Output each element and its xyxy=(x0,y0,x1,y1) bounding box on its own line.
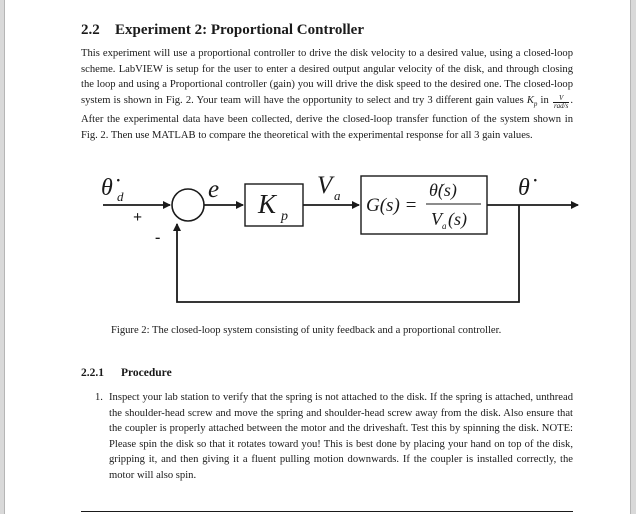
procedure-list xyxy=(95,390,573,484)
section-title: Experiment 2: Proportional Controller xyxy=(115,22,364,38)
list-item-text: Inspect your lab station to verify that the spring is not attached to the disk. If the spring is attached, unthread the shoulder-head screw and move the spring and shoulder-head screw away from the disk. Also ensure that the coupler is properly attached between the motor and the driveshaft. Test this by spinning the disk. NOTE: Please spin the disk so that it rotates toward you! This is best done by placing your hand on top of the disk, gripping it, and then giving it a fluent pulling motion downwards. If the coupler is installed correctly, the motor will also spin. xyxy=(109,392,573,481)
kp-subscript: p xyxy=(533,99,538,108)
tf-denominator-arg: (s) xyxy=(448,209,467,229)
kp-symbol: K xyxy=(526,94,534,106)
tf-denominator-subscript: a xyxy=(442,221,447,231)
va-subscript: a xyxy=(334,188,341,203)
plus-sign: + xyxy=(133,209,143,226)
unit-numerator: V xyxy=(553,95,569,103)
gain-unit-fraction xyxy=(553,95,569,110)
section-heading xyxy=(81,22,364,39)
paragraph-part1: This experiment will use a proportional controller to drive the disk velocity to a desired value, using a closed-loop scheme. LabVIEW is setup for the user to enter a desired output angular velocity of the disk, and through closing the loop and using a Proportional controller (gain) you will drive the disk speed to the desired one. The closed-loop system is shown in Fig. 2. Your team will have the opportunity to select and try 3 different gain values xyxy=(81,48,573,106)
subsection-number: 2.2.1 xyxy=(81,367,104,379)
figure-caption: Figure 2: The closed-loop system consisting of unity feedback and a proportional controller. xyxy=(111,325,502,336)
output-label: θ̇ xyxy=(518,175,530,201)
list-item xyxy=(95,390,573,484)
footer-divider xyxy=(81,511,573,512)
error-label: e xyxy=(208,176,220,203)
input-label-subscript: d xyxy=(117,189,124,204)
unit-denominator: rad/s xyxy=(553,101,569,110)
section-number: 2.2 xyxy=(81,22,100,38)
input-label: θ̇ xyxy=(101,175,113,201)
tf-lhs: G(s) = xyxy=(366,195,418,216)
paragraph-in-word: in xyxy=(537,94,552,106)
list-item-marker: 1. xyxy=(95,392,103,403)
va-symbol: V xyxy=(317,172,333,199)
gain-subscript: p xyxy=(281,209,288,224)
tf-denominator-symbol: V xyxy=(431,209,442,229)
minus-sign: - xyxy=(155,229,161,246)
document-page xyxy=(4,0,631,514)
summing-junction xyxy=(172,189,204,221)
paragraph-part2: . After the experimental data have been collected, derive the closed-loop transfer function of the system shown in Fig. 2. Then use MATLAB to compare the theoretical with the experimental response for all 3 gain values. xyxy=(81,94,573,142)
intro-paragraph xyxy=(81,46,573,144)
subsection-title: Procedure xyxy=(121,367,172,379)
tf-numerator: θ̇(s) xyxy=(429,180,457,200)
subsection-heading xyxy=(81,367,172,379)
block-diagram xyxy=(81,168,581,318)
gain-symbol: K xyxy=(258,189,277,219)
feedback-path xyxy=(177,205,519,302)
